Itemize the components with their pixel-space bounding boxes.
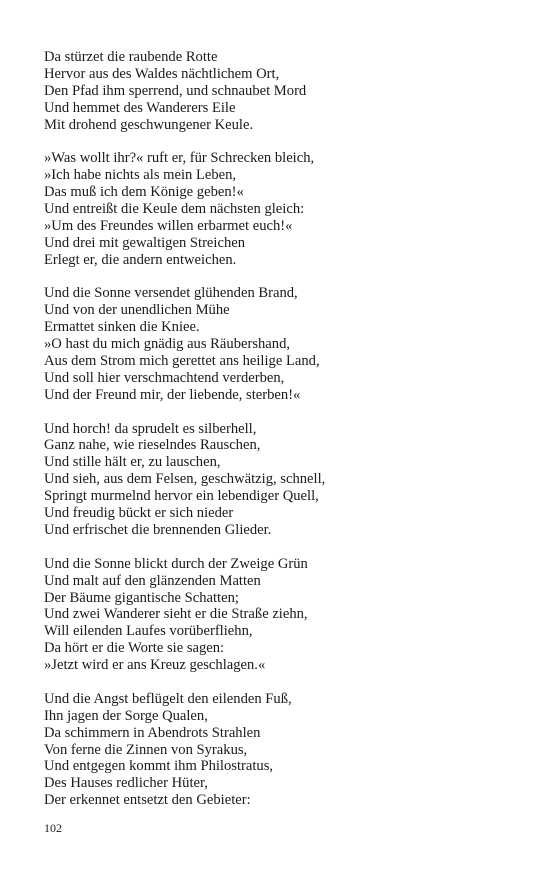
stanza [44,285,514,403]
stanza [44,691,514,809]
poem-line: Da hört er die Worte sie sagen: [44,640,225,657]
poem-line: Aus dem Strom mich gerettet ans heilige Land, [44,353,320,370]
poem-line: Und freudig bückt er sich nieder [44,505,234,522]
poem-line: »O hast du mich gnädig aus Räubershand, [44,336,291,353]
poem-line: »Jetzt wird er ans Kreuz geschlagen.« [44,657,266,674]
poem-line: »Um des Freundes willen erbarmet euch!« [44,217,293,234]
poem-line: Und von der unendlichen Mühe [44,302,230,319]
stanza [44,421,514,539]
poem-line: Mit drohend geschwungener Keule. [44,116,254,133]
poem-line: Und zwei Wanderer sieht er die Straße ziehn, [44,606,308,623]
poem-line: »Ich habe nichts als mein Leben, [44,167,237,184]
poem-line: Und entreißt die Keule dem nächsten gleich: [44,201,305,218]
poem-line: Und erfrischet die brennenden Glieder. [44,521,272,538]
poem-line: Ermattet sinken die Kniee. [44,319,200,336]
poem-line: Da schimmern in Abendrots Strahlen [44,724,261,741]
poem-line: Der erkennet entsetzt den Gebieter: [44,792,251,809]
poem-line: Ihn jagen der Sorge Qualen, [44,707,208,724]
poem-line: Springt murmelnd hervor ein lebendiger Quell, [44,488,319,505]
poem-line: »Was wollt ihr?« ruft er, für Schrecken bleich, [44,150,315,167]
poem-line: Und die Sonne versendet glühenden Brand, [44,285,298,302]
poem-line: Und drei mit gewaltigen Streichen [44,234,246,251]
poem-line: Von ferne die Zinnen von Syrakus, [44,741,248,758]
stanza [44,150,514,268]
poem-line: Da stürzet die raubende Rotte [44,49,218,65]
poem-line: Erlegt er, die andern entweichen. [44,251,237,268]
poem-text [44,49,514,826]
poem-line: Will eilenden Laufes vorüberfliehn, [44,623,253,640]
stanza [44,49,514,133]
page-number: 102 [44,821,62,835]
stanza [44,556,514,674]
poem-line: Und sieh, aus dem Felsen, geschwätzig, schnell, [44,471,326,488]
poem-line: Und horch! da sprudelt es silberhell, [44,420,257,437]
poem-line: Den Pfad ihm sperrend, und schnaubet Mord [44,82,307,99]
poem-line: Der Bäume gigantische Schatten; [44,589,239,606]
poem-line: Des Hauses redlicher Hüter, [44,775,208,792]
poem-line: Und hemmet des Wanderers Eile [44,99,236,116]
poem-line: Und die Angst beflügelt den eilenden Fuß, [44,690,292,707]
poem-line: Und malt auf den glänzenden Matten [44,572,261,589]
poem-line: Das muß ich dem Könige geben!« [44,184,244,201]
poem-line: Und soll hier verschmachtend verderben, [44,369,285,386]
poem-line: Hervor aus des Waldes nächtlichem Ort, [44,65,280,82]
poem-line: Und der Freund mir, der liebende, sterben!« [44,386,301,403]
poem-line: Ganz nahe, wie rieselndes Rauschen, [44,437,261,454]
poem-line: Und stille hält er, zu lauschen, [44,454,221,471]
poem-line: Und die Sonne blickt durch der Zweige Grün [44,555,308,572]
poem-line: Und entgegen kommt ihm Philostratus, [44,758,274,775]
